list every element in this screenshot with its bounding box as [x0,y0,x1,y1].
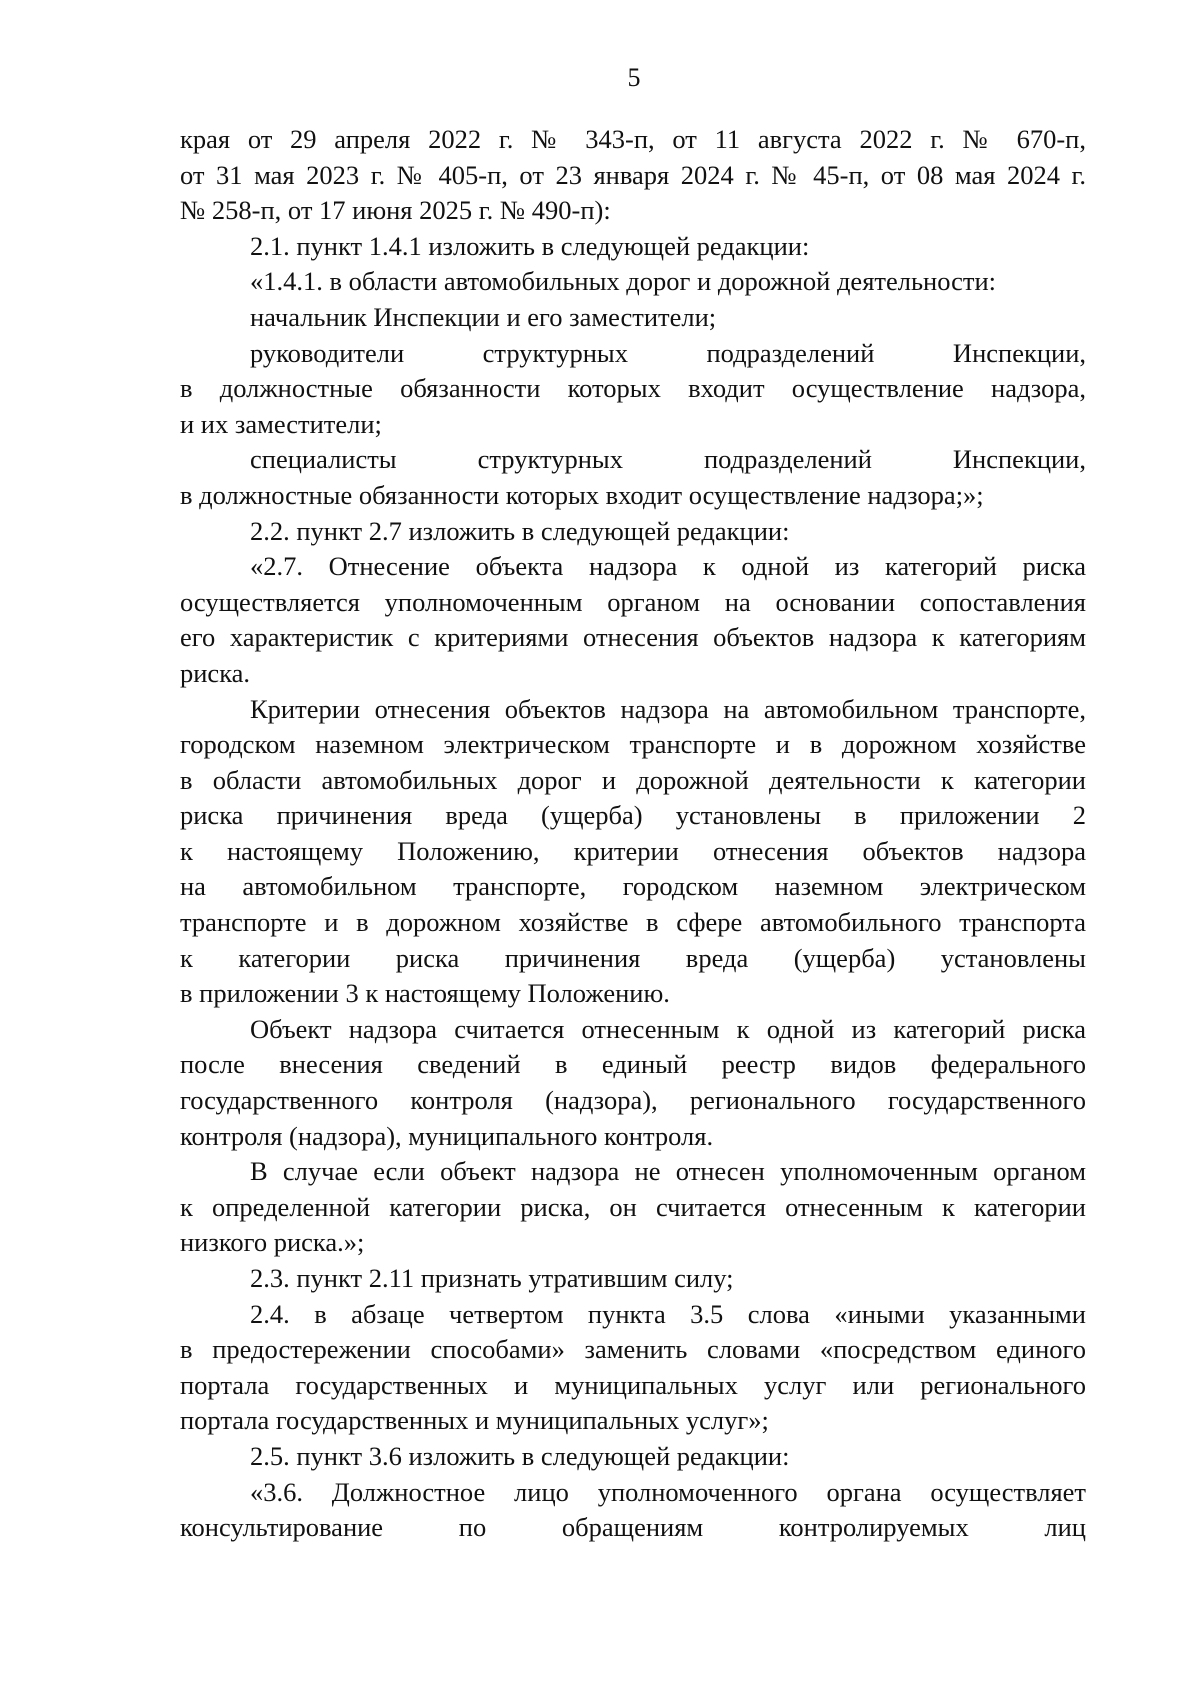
page-number: 5 [627,63,641,92]
text-line: транспорте и в дорожном хозяйстве в сфере автомобильного транспорта [180,907,1086,938]
text-line: в области автомобильных дорог и дорожной деятельности к категории [180,764,1086,795]
text-line: края от 29 апреля 2022 г. № 343-п, от 11 августа 2022 г. № 670-п, [180,124,1086,154]
text-line: 2.1. пункт 1.4.1 изложить в следующей редакции: [250,230,810,261]
text-line: его характеристик с критериями отнесения объектов надзора к категориям [180,622,1086,653]
text-line: «3.6. Должностное лицо уполномоченного органа осуществляет [250,1476,1086,1507]
text-line: начальник Инспекции и его заместители; [250,301,717,332]
text-line: риска причинения вреда (ущерба) установлены в приложении 2 [180,800,1086,831]
text-line: к определенной категории риска, он считается отнесенным к категории [180,1191,1086,1222]
text-line: № 258-п, от 17 июня 2025 г. № 490-п): [180,195,611,226]
text-line: к настоящему Положению, критерии отнесения объектов надзора [180,835,1086,866]
text-line: специалисты структурных подразделений Инспекции, [250,444,1086,475]
text-line: риска. [180,657,251,688]
text-line: в приложении 3 к настоящему Положению. [180,978,670,1009]
text-line: «1.4.1. в области автомобильных дорог и дорожной деятельности: [250,266,997,297]
text-line: в предостережении способами» заменить словами «посредством единого [180,1334,1086,1365]
text-line: государственного контроля (надзора), регионального государственного [180,1085,1086,1116]
text-line: В случае если объект надзора не отнесен уполномоченным органом [250,1156,1086,1187]
text-line: низкого риска.»; [180,1227,365,1258]
text-line: Критерии отнесения объектов надзора на автомобильном транспорте, [250,693,1086,724]
text-line: портала государственных и муниципальных услуг или регионального [180,1369,1086,1400]
text-line: Объект надзора считается отнесенным к одной из категорий риска [250,1013,1086,1044]
text-line: к категории риска причинения вреда (ущерба) установлены [180,942,1086,973]
text-line: городском наземном электрическом транспорте и в дорожном хозяйстве [180,729,1086,760]
text-line: в должностные обязанности которых входит осуществление надзора, [180,373,1086,404]
text-line: в должностные обязанности которых входит осуществление надзора;»; [180,479,984,510]
text-line: 2.5. пункт 3.6 изложить в следующей редакции: [250,1440,790,1471]
document-body [180,122,1086,1546]
text-line: «2.7. Отнесение объекта надзора к одной из категорий риска [250,551,1086,582]
text-line: от 31 мая 2023 г. № 405-п, от 23 января 2024 г. № 45-п, от 08 мая 2024 г. [180,159,1086,190]
text-line: портала государственных и муниципальных услуг»; [180,1405,769,1436]
text-line: контроля (надзора), муниципального контроля. [180,1120,714,1151]
text-line: и их заместители; [180,408,382,439]
text-line: руководители структурных подразделений Инспекции, [250,337,1086,368]
text-line: на автомобильном транспорте, городском наземном электрическом [180,871,1086,902]
text-line: 2.2. пункт 2.7 изложить в следующей редакции: [250,515,790,546]
text-line: консультирование по обращениям контролируемых лиц [180,1512,1086,1543]
text-line: осуществляется уполномоченным органом на основании сопоставления [180,586,1086,617]
text-line: после внесения сведений в единый реестр видов федерального [180,1049,1086,1080]
text-line: 2.4. в абзаце четвертом пункта 3.5 слова «иными указанными [250,1298,1086,1329]
text-line: 2.3. пункт 2.11 признать утратившим силу; [250,1263,734,1293]
